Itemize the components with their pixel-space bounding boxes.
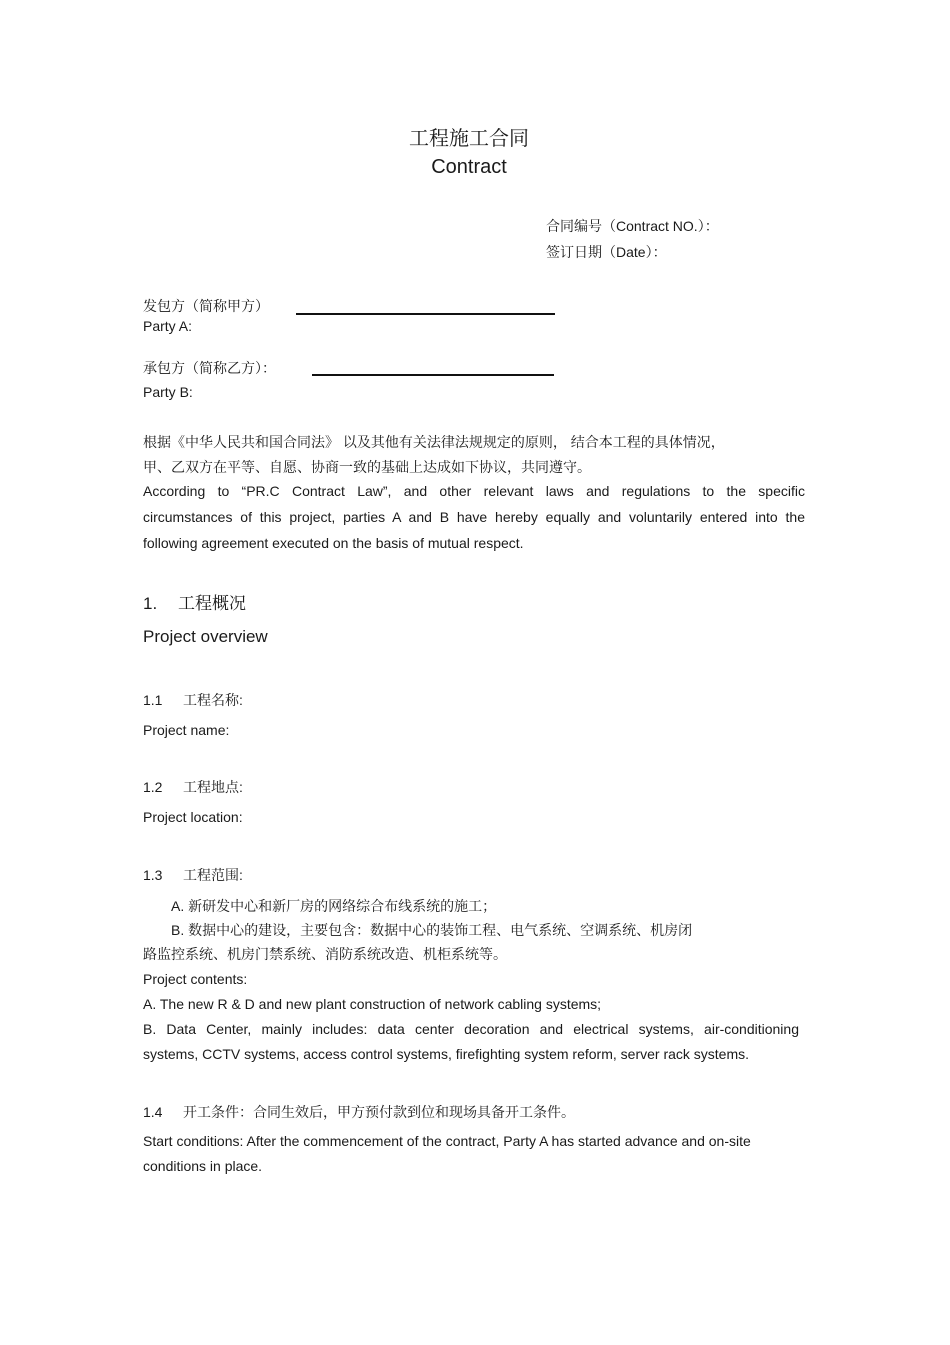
item-1-1-label-cn: 工程名称:: [183, 692, 243, 708]
section-1-number: 1.: [143, 594, 158, 613]
title-chinese: 工程施工合同: [409, 128, 529, 150]
item-1-3-b-en-line2: systems, CCTV systems, access control systems, firefighting system reform, server rack systems.: [143, 1046, 750, 1062]
item-1-3-a-cn: A. 新研发中心和新厂房的网络综合布线系统的施工；: [171, 898, 497, 914]
party-a-label-en: Party A:: [143, 318, 193, 334]
item-1-3-heading: [143, 865, 243, 885]
item-1-4-heading: [143, 1102, 575, 1122]
section-1-heading-cn: [143, 589, 246, 614]
intro-cn-line1: 根据《中华人民共和国合同法》 以及其他有关法律法规规定的原则， 结合本工程的具体情况，: [143, 434, 725, 450]
title-english: Contract: [431, 156, 507, 178]
intro-en-line1: According to “PR.C Contract Law”, and other relevant laws and regulations to the specific: [143, 483, 805, 499]
item-1-3-label-cn: 工程范围:: [183, 867, 243, 883]
item-1-4-number: 1.4: [143, 1104, 163, 1120]
section-1-title-en: Project overview: [143, 627, 268, 646]
item-1-3-contents-heading-en: Project contents:: [143, 971, 248, 987]
item-1-4-text-en-line1: Start conditions: After the commencement of the contract, Party A has started advance and on-site: [143, 1133, 751, 1149]
item-1-1-heading: [143, 690, 243, 710]
contract-number-label: 合同编号（Contract NO.）：: [546, 218, 719, 234]
party-a-underline: [296, 313, 555, 315]
party-b-label-en: Party B:: [143, 384, 193, 400]
item-1-2-heading: [143, 777, 243, 797]
sign-date-label: 签订日期（Date）：: [546, 244, 667, 260]
item-1-3-a-en: A. The new R & D and new plant construction of network cabling systems;: [143, 996, 602, 1012]
item-1-1-number: 1.1: [143, 692, 163, 708]
item-1-3-number: 1.3: [143, 867, 163, 883]
section-1-title-cn: 工程概况: [178, 594, 246, 613]
intro-en-line3: following agreement executed on the basis of mutual respect.: [143, 535, 524, 551]
item-1-3-b-cn-line2: 路监控系统、机房门禁系统、消防系统改造、机柜系统等。: [143, 946, 507, 962]
item-1-4-text-cn: 开工条件：合同生效后，甲方预付款到位和现场具备开工条件。: [183, 1104, 575, 1120]
item-1-4-text-en-line2: conditions in place.: [143, 1158, 263, 1174]
party-b-underline: [312, 374, 554, 376]
intro-cn-line2: 甲、乙双方在平等、自愿、协商一致的基础上达成如下协议，共同遵守。: [143, 459, 591, 475]
party-b-label-cn: 承包方（简称乙方）：: [143, 360, 276, 376]
item-1-3-b-cn-line1: B. 数据中心的建设，主要包含：数据中心的装饰工程、电气系统、空调系统、机房闭: [171, 922, 693, 938]
item-1-2-label-en: Project location:: [143, 809, 243, 825]
party-a-label-cn: 发包方（简称甲方）: [143, 298, 269, 314]
item-1-3-b-en-line1: B. Data Center, mainly includes: data center decoration and electrical systems, air-conditioning: [143, 1021, 799, 1037]
item-1-2-label-cn: 工程地点:: [183, 779, 243, 795]
item-1-1-label-en: Project name:: [143, 722, 230, 738]
intro-en-line2: circumstances of this project, parties A and B have hereby equally and voluntarily entered into the: [143, 509, 805, 525]
item-1-2-number: 1.2: [143, 779, 163, 795]
